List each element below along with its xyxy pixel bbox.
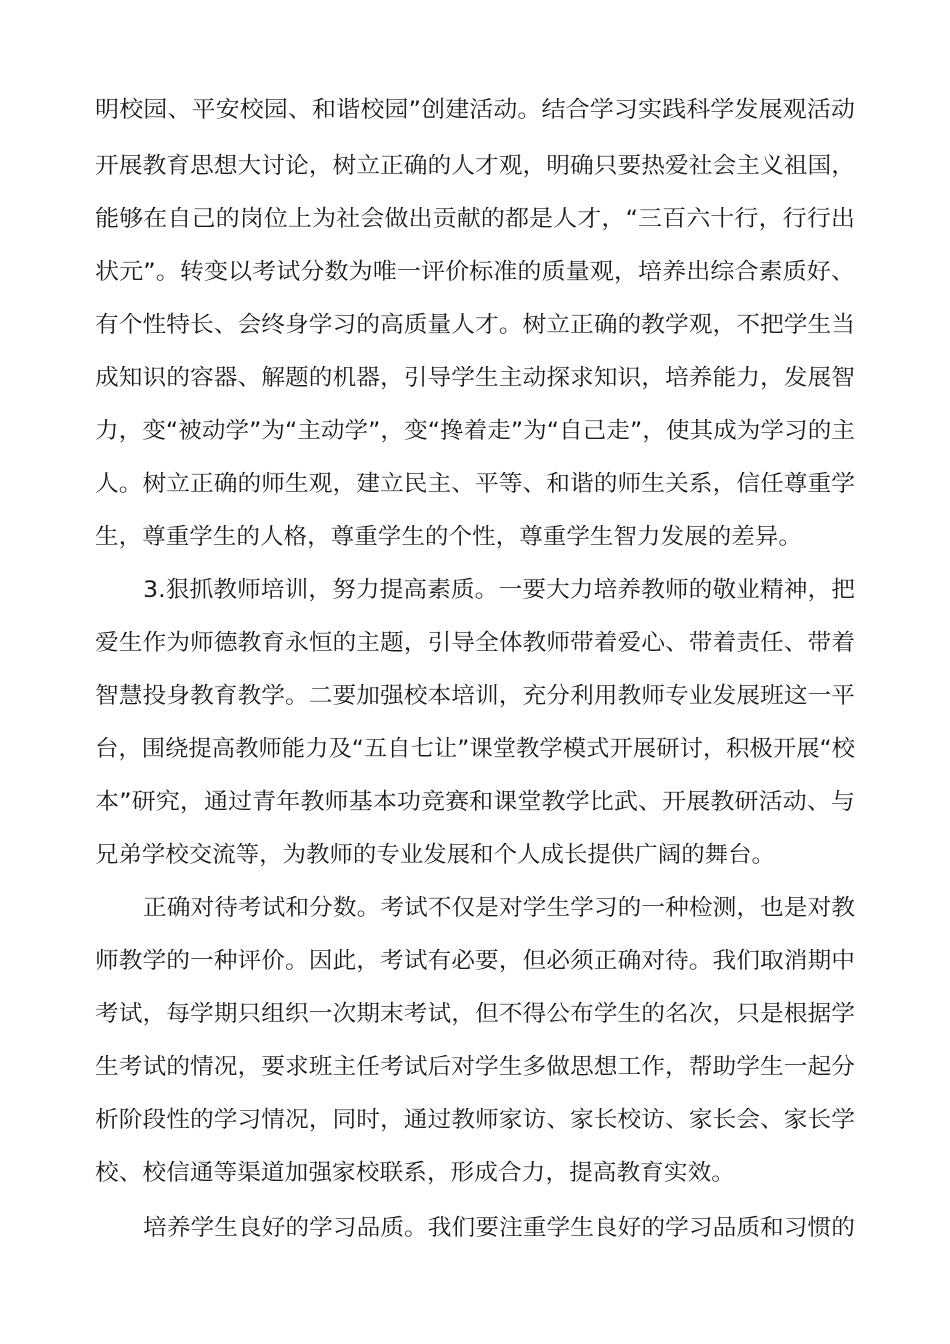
text-line-content: 3.狠抓教师培训，努力提高素质。一要大力培养教师的敬业精神，把 xyxy=(143,577,855,603)
text-line-content: 力，变“被动学”为“主动学”，变“搀着走”为“自己走”，使其成为学习的主 xyxy=(95,418,855,444)
text-line xyxy=(0,1047,950,1087)
text-line-content: 开展教育思想大讨论，树立正确的人才观，明确只要热爱社会主义祖国， xyxy=(95,153,856,179)
text-line-content: 状元”。转变以考试分数为唯一评价标准的质量观，培养出综合素质好、 xyxy=(95,259,856,285)
text-line-content: 能够在自己的岗位上为社会做出贡献的都是人才，“三百六十行，行行出 xyxy=(95,206,856,232)
text-line xyxy=(0,570,950,610)
text-line xyxy=(0,729,950,769)
text-line-content: 校、校信通等渠道加强家校联系，形成合力，提高教育实效。 xyxy=(95,1160,735,1186)
text-line xyxy=(0,623,950,663)
text-line xyxy=(0,358,950,398)
text-line-content: 成知识的容器、解题的机器，引导学生主动探求知识，培养能力，发展智 xyxy=(95,365,856,391)
text-line xyxy=(0,90,950,130)
text-line-content: 有个性特长、会终身学习的高质量人才。树立正确的教学观，不把学生当 xyxy=(95,312,856,338)
text-line xyxy=(0,199,950,239)
text-line-content: 生考试的情况，要求班主任考试后对学生多做思想工作，帮助学生一起分 xyxy=(95,1054,856,1080)
text-line-content: 师教学的一种评价。因此，考试有必要，但必须正确对待。我们取消期中 xyxy=(95,948,856,974)
text-line xyxy=(0,1100,950,1140)
text-line-content: 析阶段性的学习情况，同时，通过教师家访、家长校访、家长会、家长学 xyxy=(95,1107,856,1133)
text-line xyxy=(0,517,950,557)
text-line-content: 明校园、平安校园、和谐校园”创建活动。结合学习实践科学发展观活动 xyxy=(95,97,856,123)
text-line-content: 人。树立正确的师生观，建立民主、平等、和谐的师生关系，信任尊重学 xyxy=(95,471,856,497)
text-line-content: 爱生作为师德教育永恒的主题，引导全体教师带着爱心、带着责任、带着 xyxy=(95,630,856,656)
text-line xyxy=(0,941,950,981)
text-line xyxy=(0,1153,950,1193)
text-line xyxy=(0,888,950,928)
text-line xyxy=(0,252,950,292)
text-line-content: 本”研究，通过青年教师基本功竞赛和课堂教学比武、开展教研活动、与 xyxy=(95,789,856,815)
text-line-content: 培养学生良好的学习品质。我们要注重学生良好的学习品质和习惯的 xyxy=(143,1215,855,1241)
text-line-content: 生，尊重学生的人格，尊重学生的个性，尊重学生智力发展的差异。 xyxy=(95,524,802,550)
text-line xyxy=(0,994,950,1034)
text-line xyxy=(0,146,950,186)
text-line-content: 台，围绕提高教师能力及“五自七让”课堂教学模式开展研讨，积极开展“校 xyxy=(95,736,855,762)
text-line xyxy=(0,411,950,451)
text-line xyxy=(0,676,950,716)
text-line-content: 考试，每学期只组织一次期末考试，但不得公布学生的名次，只是根据学 xyxy=(95,1001,856,1027)
text-line xyxy=(0,1208,950,1248)
text-line-content: 智慧投身教育教学。二要加强校本培训，充分利用教师专业发展班这一平 xyxy=(95,683,856,709)
text-line-content: 兄弟学校交流等，为教师的专业发展和个人成长提供广阔的舞台。 xyxy=(95,842,776,868)
text-line xyxy=(0,782,950,822)
text-line xyxy=(0,464,950,504)
text-line xyxy=(0,835,950,875)
text-line-content: 正确对待考试和分数。考试不仅是对学生学习的一种检测，也是对教 xyxy=(143,895,855,921)
text-line xyxy=(0,305,950,345)
